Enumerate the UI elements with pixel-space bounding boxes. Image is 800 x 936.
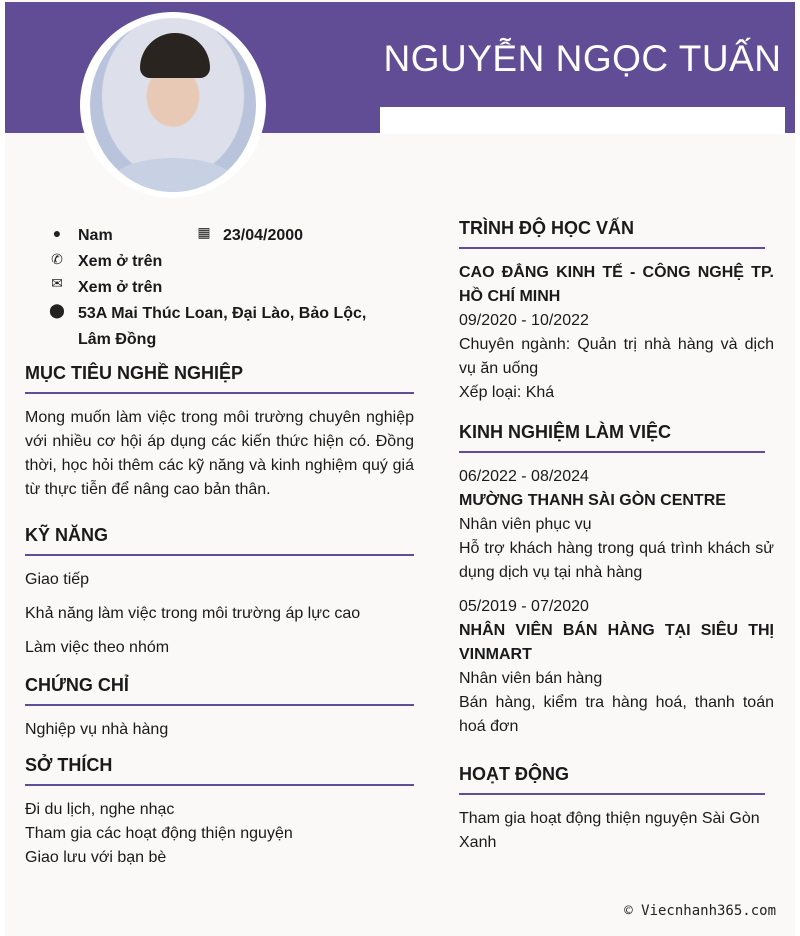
education-period: 09/2020 - 10/2022: [459, 312, 589, 329]
gender: Nam: [78, 227, 113, 244]
objective-text: Mong muốn làm việc trong môi trường chuyên nghiệp với nhiều cơ hội áp dụng các kiến thức hiện có. Đồng thời, học hỏi thêm các kỹ năng và kinh nghiệm quý giá từ thực tiễn để nâng cao bản thân.: [25, 409, 414, 498]
activity-item: Tham gia hoạt động thiện nguyện Sài Gòn Xanh: [459, 810, 760, 851]
user-icon: ●: [52, 225, 62, 241]
job-period: 05/2019 - 07/2020: [459, 598, 589, 615]
certificates-heading: CHỨNG CHỈ: [25, 674, 414, 706]
school-name: CAO ĐẲNG KINH TẾ - CÔNG NGHỆ TP. HỒ CHÍ MINH: [459, 264, 774, 305]
job-period: 06/2022 - 08/2024: [459, 468, 589, 485]
job-position: Nhân viên bán hàng: [459, 670, 603, 687]
left-column: [25, 362, 414, 870]
objective-heading: MỤC TIÊU NGHỀ NGHIỆP: [25, 362, 414, 394]
phone-icon: ✆: [51, 251, 63, 267]
calendar-icon: ▦: [197, 224, 211, 240]
skill-item: Khả năng làm việc trong môi trường áp lực cao: [25, 605, 361, 622]
candidate-name: NGUYỄN NGỌC TUẤN: [383, 38, 782, 79]
skills-heading: KỸ NĂNG: [25, 524, 414, 556]
experience-heading: KINH NGHIỆM LÀM VIỆC: [459, 421, 765, 453]
email-icon: ✉: [51, 275, 63, 291]
right-column: [459, 217, 774, 855]
certificate-item: Nghiệp vụ nhà hàng: [25, 721, 169, 738]
email: Xem ở trên: [78, 279, 163, 296]
hobby-item: Tham gia các hoạt động thiện nguyện: [25, 825, 293, 842]
job-description: Bán hàng, kiểm tra hàng hoá, thanh toán hoá đơn: [459, 694, 774, 735]
job-position: Nhân viên phục vụ: [459, 516, 592, 533]
hobbies-heading: SỞ THÍCH: [25, 754, 414, 786]
title-box: [380, 107, 785, 134]
activities-heading: HOẠT ĐỘNG: [459, 763, 765, 795]
education-major: Chuyên ngành: Quản trị nhà hàng và dịch vụ ăn uống: [459, 336, 774, 377]
job-description: Hỗ trợ khách hàng trong quá trình khách sử dụng dịch vụ tại nhà hàng: [459, 540, 774, 581]
location-icon: ⬤: [49, 302, 65, 318]
skill-item: Làm việc theo nhóm: [25, 639, 170, 656]
address: 53A Mai Thúc Loan, Đại Lào, Bảo Lộc, Lâm Đồng: [78, 305, 367, 348]
education-heading: TRÌNH ĐỘ HỌC VẤN: [459, 217, 765, 249]
job-company: NHÂN VIÊN BÁN HÀNG TẠI SIÊU THỊ VINMART: [459, 622, 774, 663]
job-company: MƯỜNG THANH SÀI GÒN CENTRE: [459, 492, 726, 509]
skill-item: Giao tiếp: [25, 571, 90, 588]
education-grade: Xếp loại: Khá: [459, 384, 555, 401]
hobby-item: Đi du lịch, nghe nhạc: [25, 801, 175, 818]
avatar: [90, 18, 256, 192]
phone: Xem ở trên: [78, 253, 163, 270]
birthday: 23/04/2000: [223, 227, 304, 244]
hobby-item: Giao lưu với bạn bè: [25, 849, 167, 866]
footer-credit: © Viecnhanh365.com: [624, 903, 776, 919]
